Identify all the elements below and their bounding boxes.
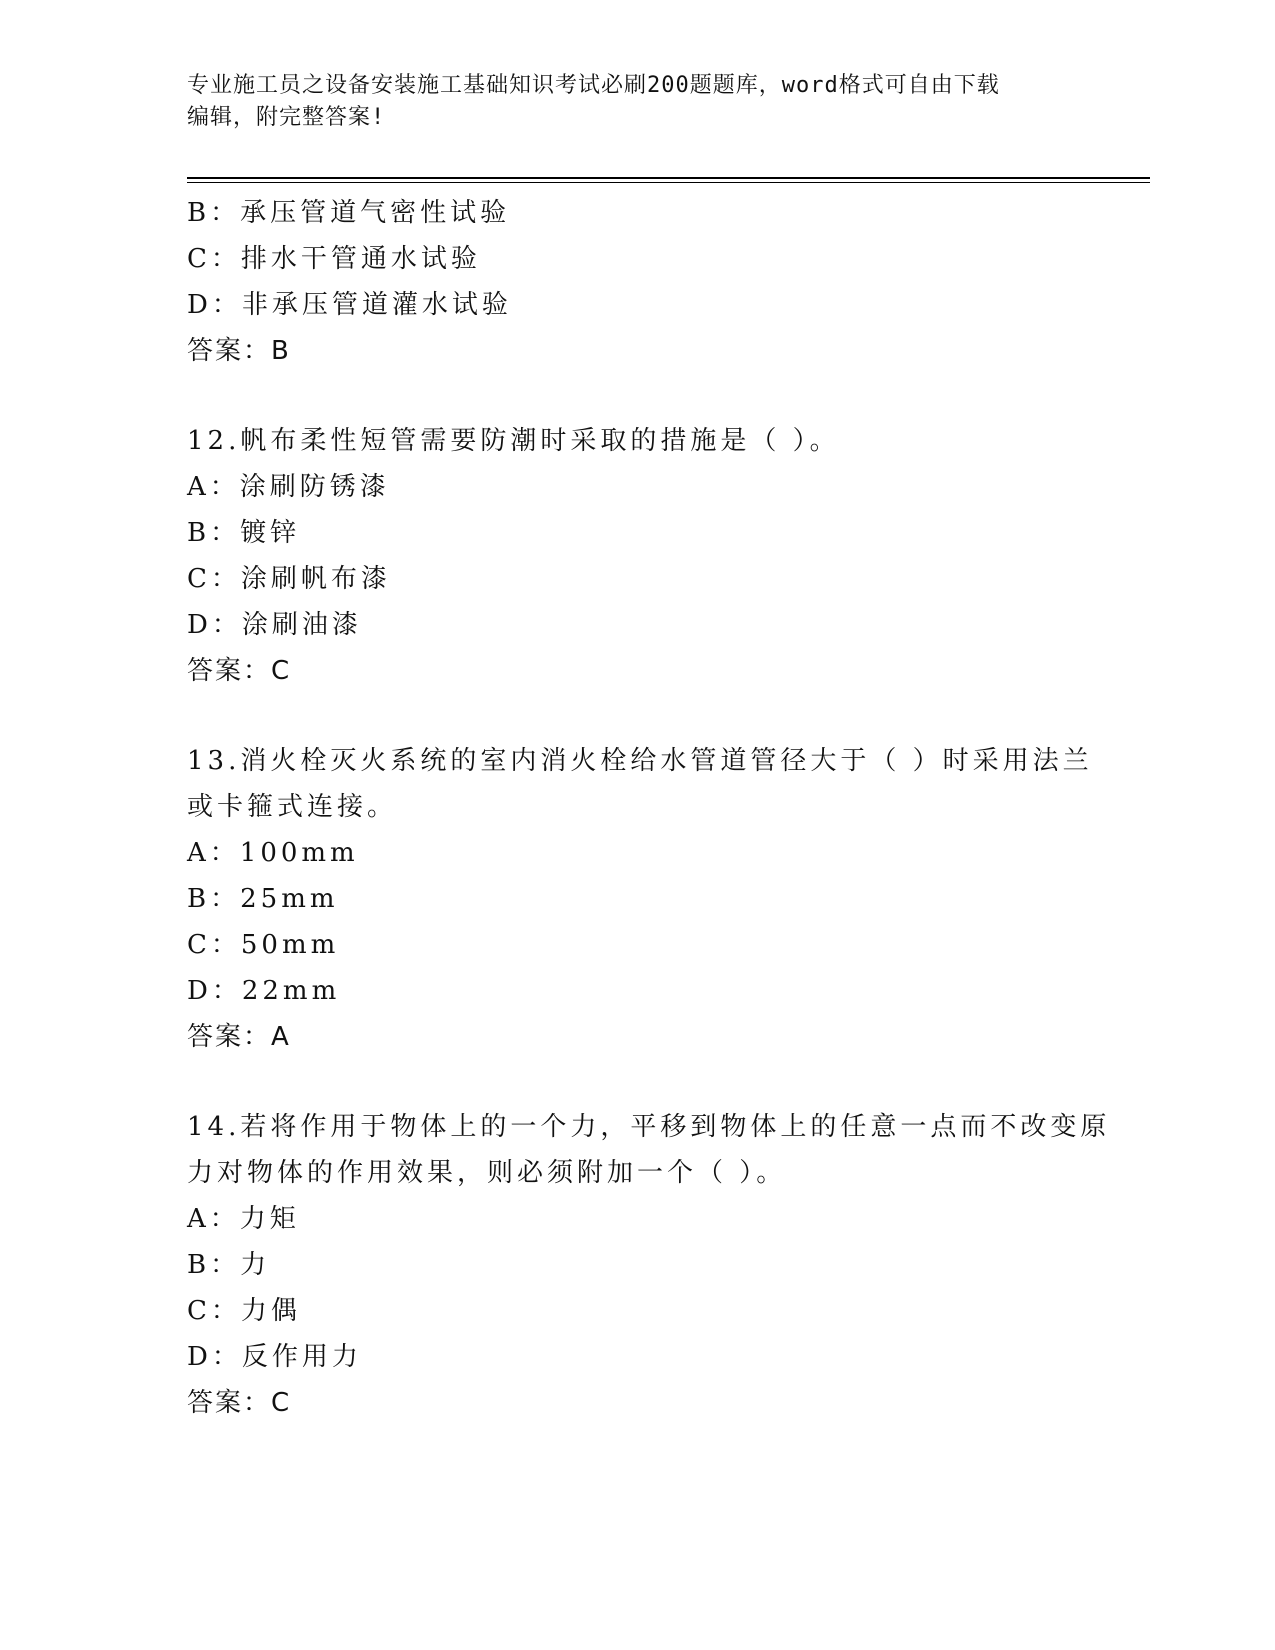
question-text-continued: 力对物体的作用效果，则必须附加一个（ ）。	[187, 1158, 787, 1188]
option-b: B：镀锌	[187, 518, 301, 548]
question-content	[187, 190, 1111, 1426]
option-d: D：涂刷油漆	[187, 610, 362, 640]
question-11-continued	[187, 190, 1087, 374]
header-line-1: 专业施工员之设备安装施工基础知识考试必刷200题题库，word格式可自由下载	[187, 73, 1000, 98]
question-text: 12.帆布柔性短管需要防潮时采取的措施是（ ）。	[187, 426, 840, 456]
option-b: B：力	[187, 1250, 271, 1280]
option-d: D：非承压管道灌水试验	[187, 290, 512, 320]
question-12	[187, 418, 1087, 694]
option-b: B：25mm	[187, 884, 339, 914]
answer-line: 答案：B	[187, 336, 291, 366]
answer-line: 答案：C	[187, 656, 292, 686]
header-rule-thin	[187, 182, 1150, 183]
spacer	[187, 694, 1087, 738]
option-b: B：承压管道气密性试验	[187, 198, 511, 228]
header-line-2: 编辑，附完整答案!	[187, 105, 386, 130]
option-d: D：22mm	[187, 976, 341, 1006]
question-text-continued: 或卡箍式连接。	[187, 792, 398, 822]
spacer	[187, 374, 1087, 418]
option-c: C：排水干管通水试验	[187, 244, 481, 274]
option-d: D：反作用力	[187, 1342, 362, 1372]
header-rule-thick	[187, 177, 1150, 179]
option-a: A：100mm	[187, 838, 359, 868]
answer-line: 答案：C	[187, 1388, 292, 1418]
question-14	[187, 1104, 1111, 1426]
option-c: C：涂刷帆布漆	[187, 564, 391, 594]
question-13	[187, 738, 1093, 1060]
question-text: 14.若将作用于物体上的一个力，平移到物体上的任意一点而不改变原	[187, 1112, 1111, 1142]
option-a: A：涂刷防锈漆	[187, 472, 390, 502]
option-a: A：力矩	[187, 1204, 300, 1234]
option-c: C：力偶	[187, 1296, 301, 1326]
question-text: 13.消火栓灭火系统的室内消火栓给水管道管径大于（ ）时采用法兰	[187, 746, 1093, 776]
document-header	[187, 70, 1087, 134]
answer-line: 答案：A	[187, 1022, 291, 1052]
option-c: C：50mm	[187, 930, 340, 960]
spacer	[187, 1060, 1087, 1104]
